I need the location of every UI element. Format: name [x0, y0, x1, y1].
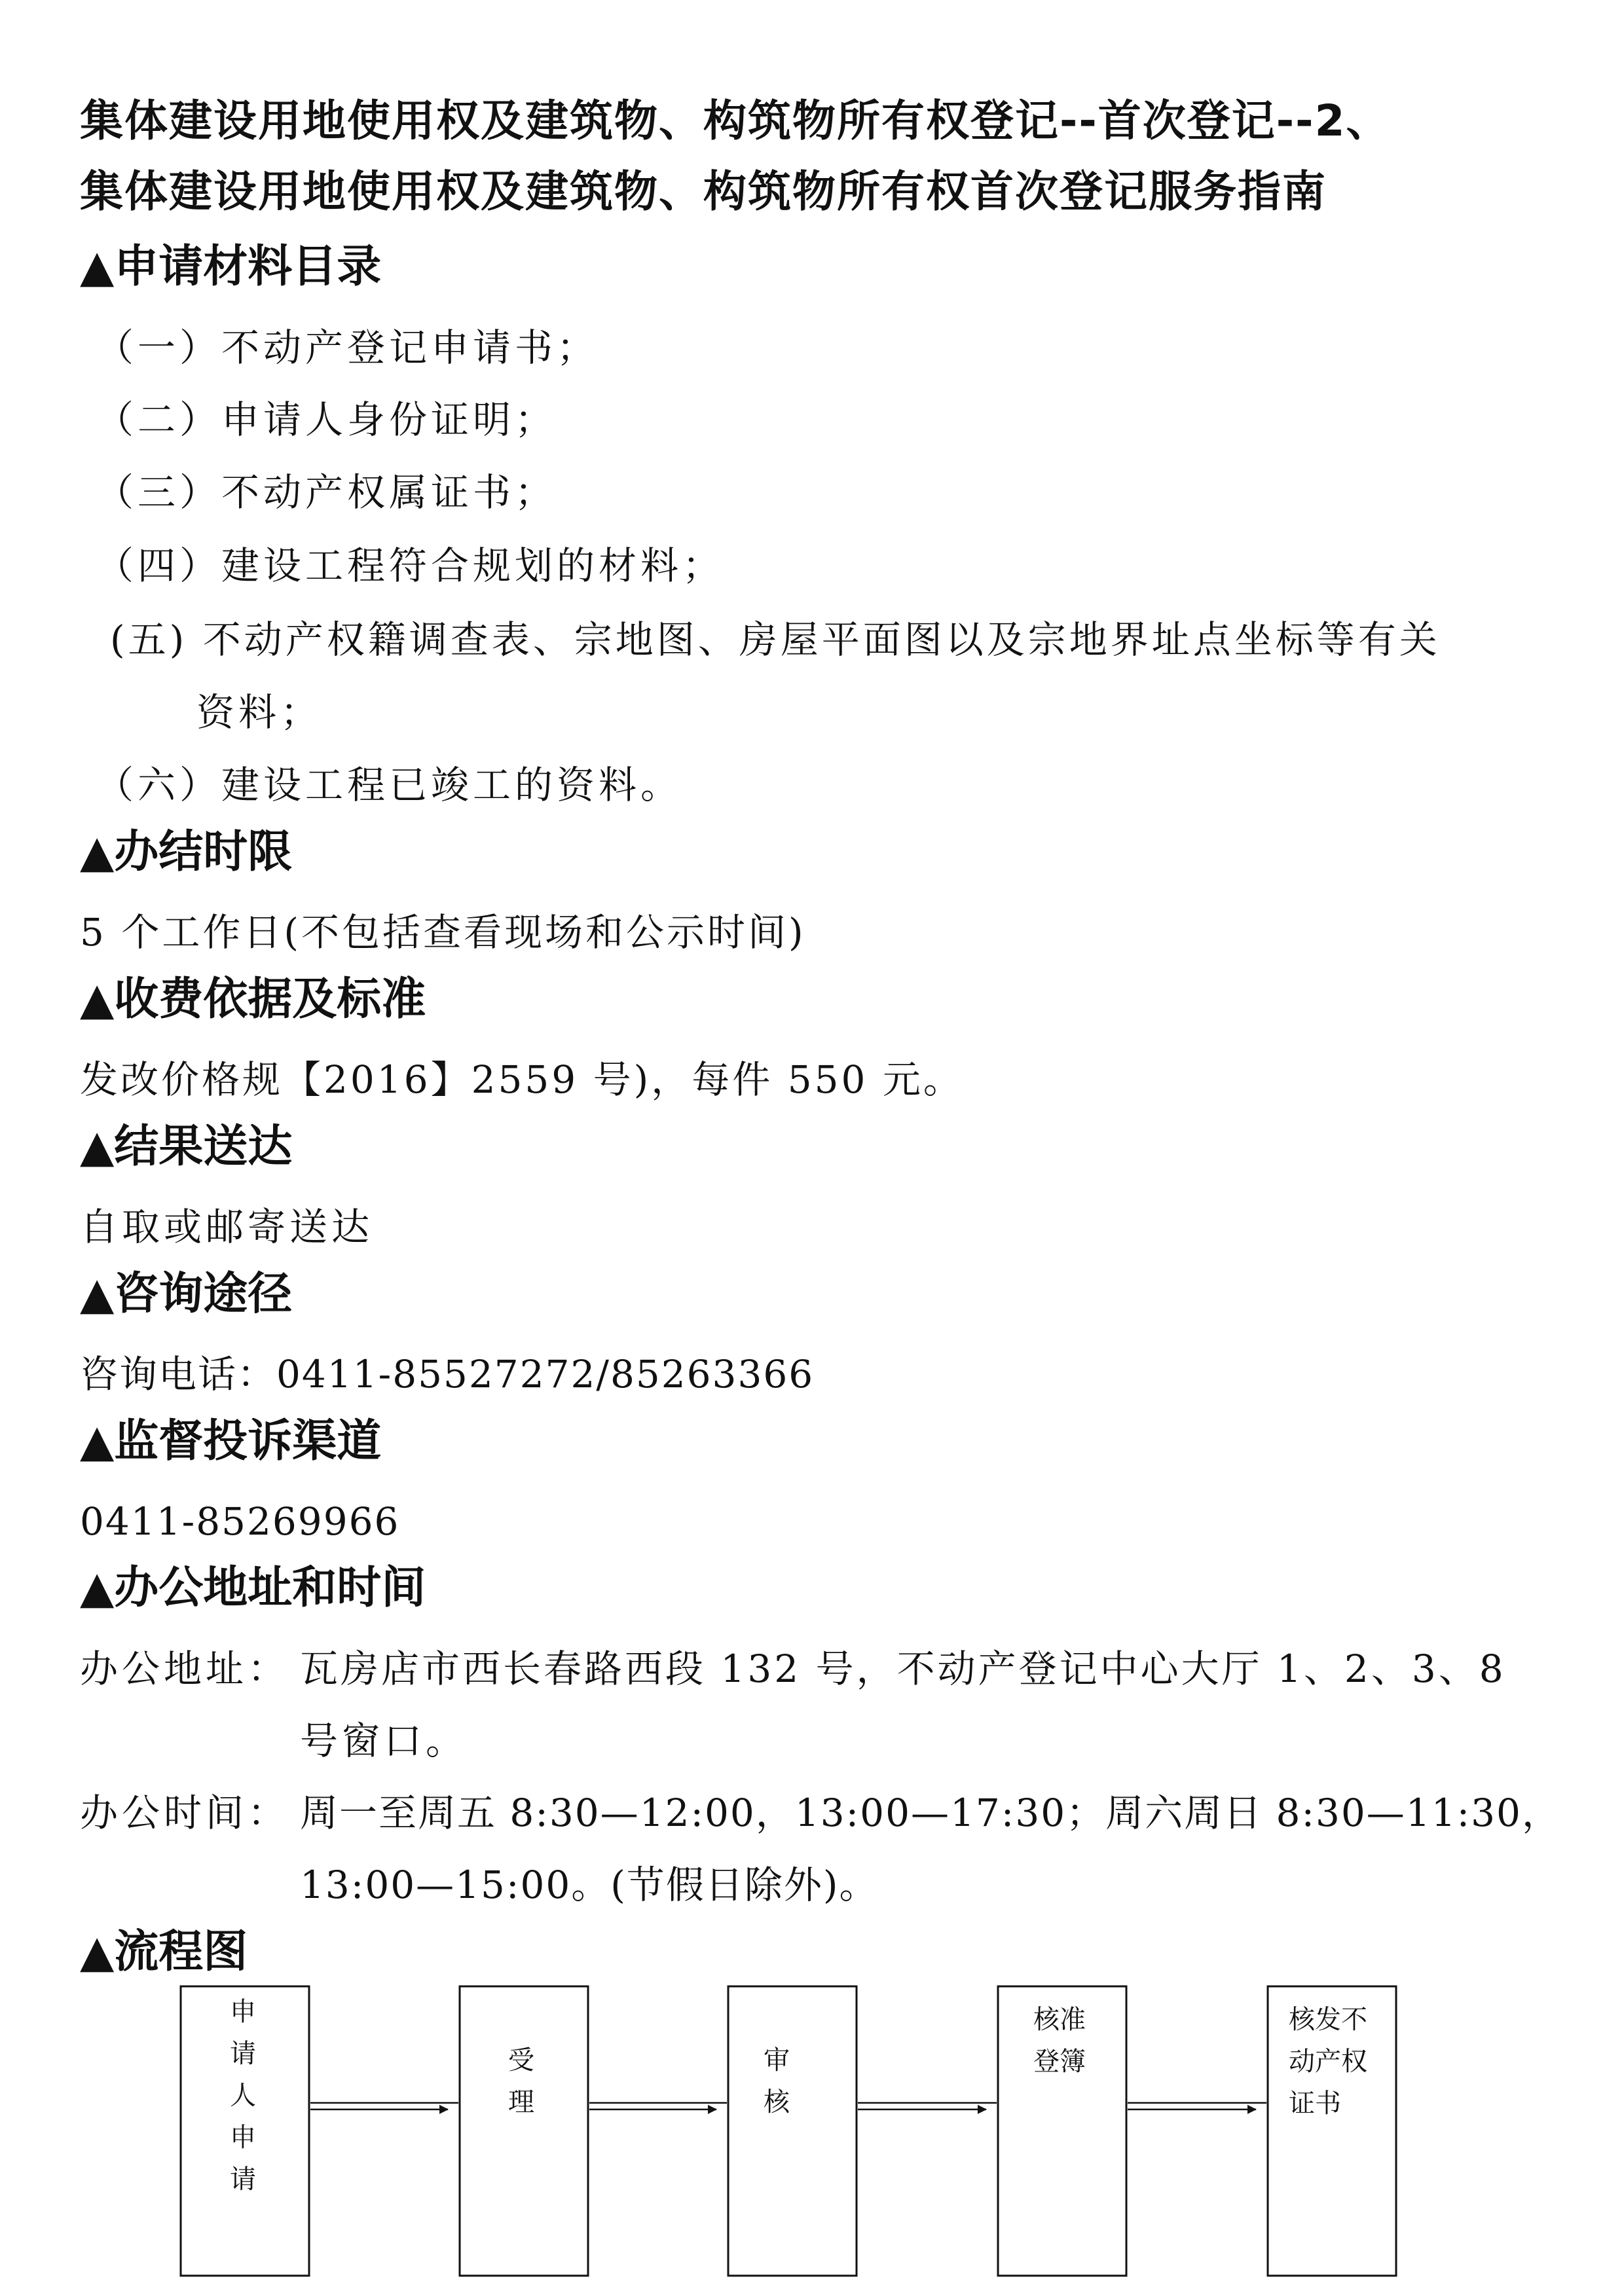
- office-address-line-2: 号窗口。: [300, 1719, 468, 1763]
- flow-step-review: [728, 1986, 857, 2276]
- materials-heading: ▲申请材料目录: [80, 241, 382, 293]
- office-address-label: 办公地址：: [80, 1647, 290, 1691]
- material-item-2: （二）申请人身份证明；: [96, 397, 557, 442]
- flow-step-issue-line-1: 核发不: [1289, 2005, 1367, 2035]
- material-item-3: （三）不动产权属证书；: [96, 470, 557, 515]
- flow-step-issue-line-3: 证书: [1289, 2088, 1341, 2119]
- office-hours-line-2: 13:00—15:00。(节假日除外)。: [300, 1863, 879, 1907]
- office-hours-line-1: 周一至周五 8:30—12:00，13:00—17:30；周六周日 8:30—11:30，: [300, 1791, 1561, 1835]
- consult-heading: ▲咨询途径: [80, 1268, 293, 1320]
- complaint-heading: ▲监督投诉渠道: [80, 1415, 382, 1467]
- flow-step-accept-line-2: 理: [508, 2087, 534, 2117]
- office-heading: ▲办公地址和时间: [80, 1562, 426, 1614]
- flow-step-apply-line-2: 请: [230, 2039, 256, 2069]
- consult-phone: 咨询电话：0411-85527272/85263366: [80, 1352, 815, 1396]
- page-title-line-2: 集体建设用地使用权及建筑物、构筑物所有权首次登记服务指南: [80, 166, 1327, 217]
- flow-step-issue-certificate: [1268, 1986, 1396, 2276]
- flow-step-apply-line-4: 申: [230, 2123, 256, 2153]
- flow-step-apply-line-5: 请: [230, 2164, 256, 2195]
- delivery-text: 自取或邮寄送达: [80, 1205, 374, 1249]
- time-limit-text: 5 个工作日(不包括查看现场和公示时间): [80, 910, 806, 955]
- material-item-1: （一）不动产登记申请书；: [96, 325, 599, 370]
- flow-step-issue-line-2: 动产权: [1289, 2047, 1367, 2077]
- material-item-5-continued: 资料；: [196, 690, 323, 735]
- complaint-phone: 0411-85269966: [80, 1499, 400, 1544]
- flow-arrow-4: [1128, 2103, 1266, 2109]
- flow-step-accept: [460, 1986, 588, 2276]
- material-item-4: （四）建设工程符合规划的材料；: [96, 543, 725, 588]
- flow-arrow-2: [589, 2103, 727, 2109]
- delivery-heading: ▲结果送达: [80, 1121, 293, 1173]
- flow-step-register-line-2: 登簿: [1033, 2047, 1086, 2077]
- time-limit-heading: ▲办结时限: [80, 826, 293, 878]
- flow-step-register: [998, 1986, 1126, 2276]
- flow-step-register-line-1: 核准: [1033, 2005, 1086, 2035]
- flow-step-apply: [181, 1986, 309, 2276]
- flow-step-accept-line-1: 受: [508, 2045, 534, 2075]
- flow-step-review-line-1: 审: [764, 2045, 790, 2075]
- flow-arrow-1: [310, 2103, 458, 2109]
- flowchart-heading: ▲流程图: [80, 1926, 248, 1978]
- fees-heading: ▲收费依据及标准: [80, 974, 426, 1025]
- flow-step-review-line-2: 核: [764, 2087, 790, 2117]
- fees-text: 发改价格规【2016】2559 号)，每件 550 元。: [80, 1057, 964, 1102]
- material-item-5: (五) 不动产权籍调查表、宗地图、房屋平面图以及宗地界址点坐标等有关: [110, 617, 1441, 662]
- flow-arrow-3: [858, 2103, 997, 2109]
- flow-step-apply-line-3: 人: [230, 2081, 256, 2111]
- flow-step-apply-line-1: 申: [230, 1997, 256, 2027]
- material-item-6: （六）建设工程已竣工的资料。: [96, 763, 683, 807]
- office-hours-label: 办公时间：: [80, 1791, 290, 1835]
- office-address-line-1: 瓦房店市西长春路西段 132 号，不动产登记中心大厅 1、2、3、8: [300, 1647, 1506, 1691]
- page-title-line-1: 集体建设用地使用权及建筑物、构筑物所有权登记--首次登记--2、: [80, 96, 1391, 146]
